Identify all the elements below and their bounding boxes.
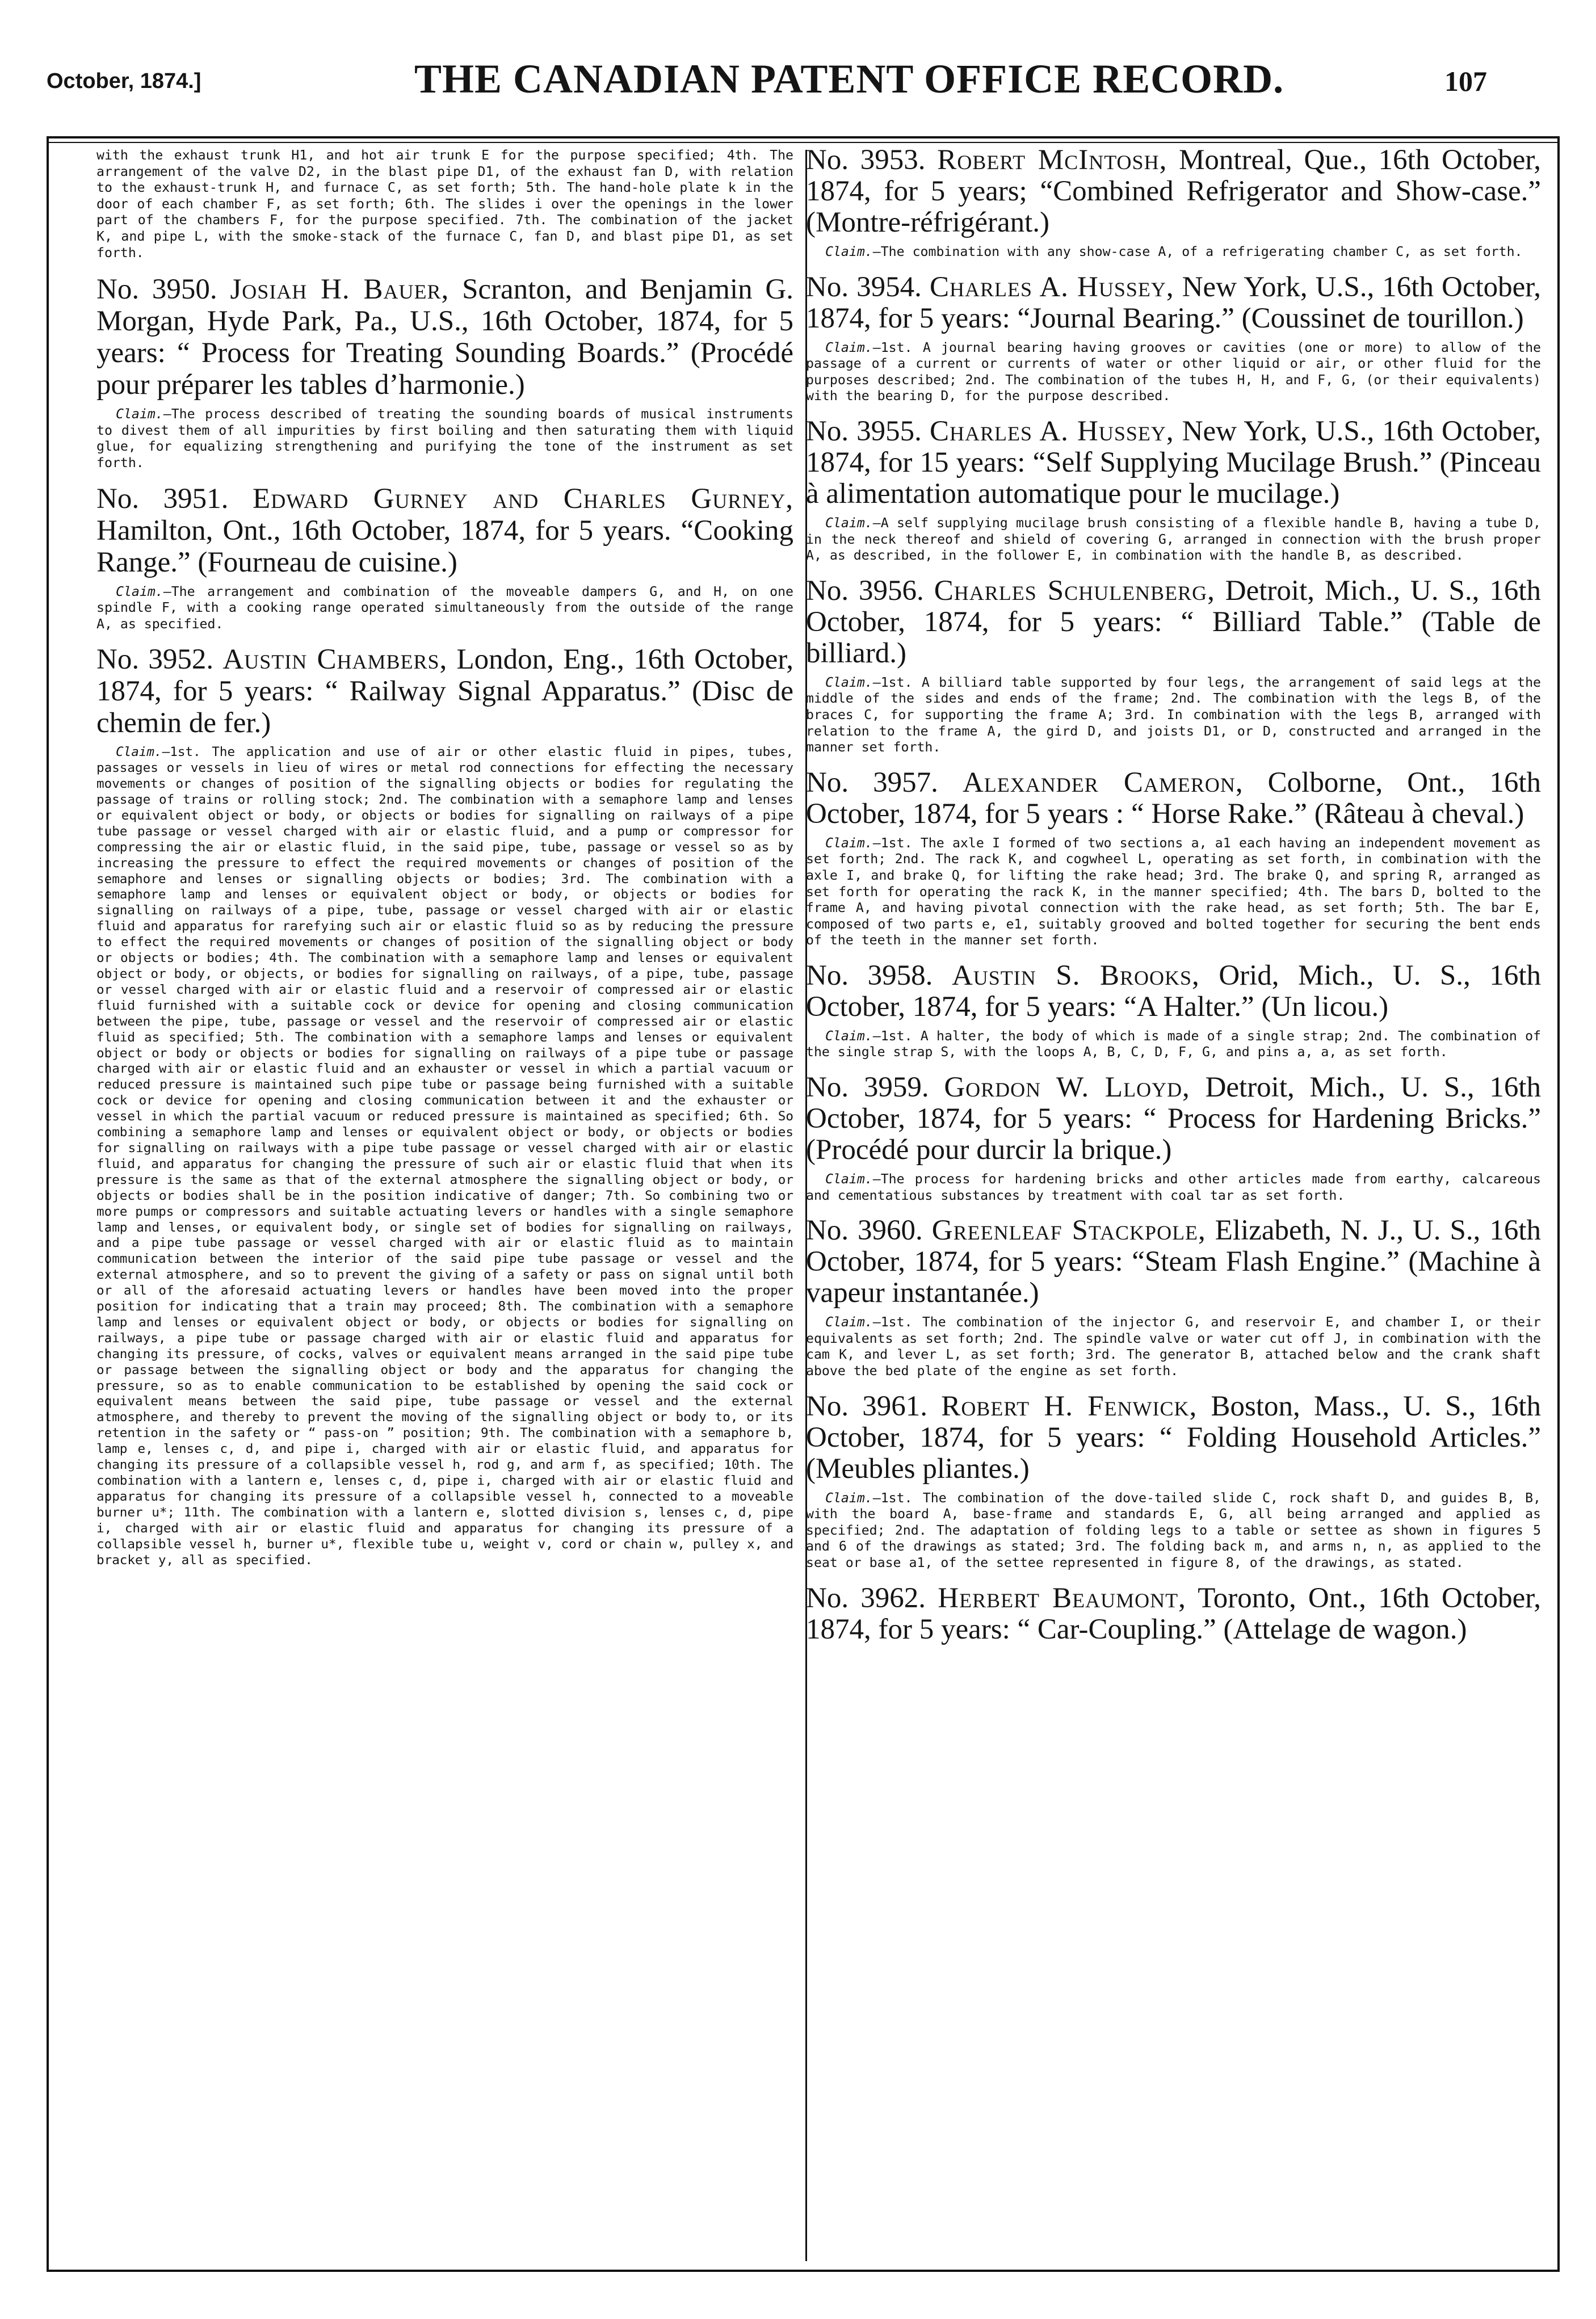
claim-body: —The process for hardening bricks and other articles made from earthy, calcareous and cementatious substances by treatment with coal tar as set forth. bbox=[806, 1171, 1541, 1203]
patent-entry-3953 bbox=[806, 145, 1541, 261]
claim-text bbox=[806, 1490, 1541, 1572]
page-header bbox=[0, 0, 1596, 136]
patent-number: No. 3958. bbox=[806, 959, 933, 992]
claim-label: Claim. bbox=[825, 1314, 873, 1330]
entry-heading bbox=[806, 416, 1541, 510]
claim-label: Claim. bbox=[825, 835, 873, 851]
claim-text bbox=[806, 1028, 1541, 1061]
entry-heading bbox=[96, 274, 793, 401]
patent-entry-3951 bbox=[96, 483, 793, 633]
patent-entry-3957 bbox=[806, 767, 1541, 949]
patent-number: No. 3960. bbox=[806, 1215, 923, 1247]
patent-entry-3950 bbox=[96, 274, 793, 471]
patent-entry-3954 bbox=[806, 272, 1541, 405]
patent-details: Detroit, Mich., U. S., 16th October, 1874, for 5 years: “ Billiard Table.” (Table de billiard.) bbox=[806, 574, 1542, 669]
issue-date: October, 1874.] bbox=[47, 69, 201, 93]
claim-label: Claim. bbox=[825, 1171, 873, 1187]
patent-number: No. 3959. bbox=[806, 1072, 929, 1104]
claim-text bbox=[96, 745, 793, 1568]
claim-text bbox=[96, 584, 793, 633]
inventor-name: Josiah H. Bauer, bbox=[230, 274, 450, 306]
patent-details: Detroit, Mich., U. S., 16th October, 1874, for 5 years: “ Process for Hardening Bricks.” (Procédé pour durcir la brique.) bbox=[806, 1072, 1541, 1166]
patent-entry-3962 bbox=[806, 1583, 1541, 1645]
inventor-name: Charles A. Hussey, bbox=[930, 415, 1174, 447]
patent-entry-3955 bbox=[806, 416, 1541, 564]
entry-heading bbox=[806, 272, 1541, 334]
entry-heading bbox=[96, 483, 793, 578]
inventor-name: Charles Schulenberg, bbox=[934, 574, 1215, 607]
claim-body: —The process described of treating the sounding boards of musical instruments to divest them of all impurities by first boiling and then saturating them with liquid glue, for equalizing strengthening and purifying the tone of the instrument as set forth. bbox=[96, 406, 793, 470]
claim-text bbox=[806, 1314, 1541, 1379]
claim-text bbox=[806, 835, 1541, 949]
entry-heading bbox=[96, 644, 793, 739]
entry-heading bbox=[806, 1215, 1541, 1309]
claim-label: Claim. bbox=[825, 1028, 873, 1044]
entry-heading bbox=[806, 960, 1541, 1023]
claim-label: Claim. bbox=[825, 515, 873, 531]
patent-details: Hamilton, Ont., 16th October, 1874, for 5 years. “Cooking Range.” (Fourneau de cuisine.) bbox=[96, 514, 793, 578]
claim-text bbox=[806, 675, 1541, 756]
claim-body: —1st. A billiard table supported by four legs, the arrangement of said legs at the middle of the sides and ends of the frame; 2nd. The combination with the legs B, of the braces C, for supporting the frame A; 3rd. In combination with the legs B, arranged with relation to the frame A, the gird D, and joists D1, or D, constructed and arranged in the manner set forth. bbox=[806, 674, 1541, 755]
claim-text bbox=[96, 406, 793, 471]
inventor-name: Charles A. Hussey, bbox=[930, 271, 1174, 303]
inventor-name: Gordon W. Lloyd, bbox=[944, 1072, 1190, 1104]
patent-entry-3956 bbox=[806, 575, 1541, 756]
right-column bbox=[806, 145, 1541, 1657]
claim-body: —The combination with any show-case A, of a refrigerating chamber C, as set forth. bbox=[872, 244, 1523, 259]
claim-body: —1st. A journal bearing having grooves or cavities (one or more) to allow of the passage of a current or currents of water or other liquid or air, or other fluid for the purposes described; 2nd. The combination of the tubes H, H, and F, G, (or their equivalents) with the bearing D, for the purpose described. bbox=[806, 339, 1541, 404]
entry-heading bbox=[806, 1583, 1541, 1645]
patent-number: No. 3956. bbox=[806, 574, 924, 607]
patent-number: No. 3952. bbox=[96, 644, 214, 676]
claim-body: —1st. A halter, the body of which is made of a single strap; 2nd. The combination of the single strap S, with the loops A, B, C, D, F, G, and pins a, a, as set forth. bbox=[806, 1028, 1541, 1060]
patent-number: No. 3950. bbox=[96, 274, 217, 306]
patent-details: Elizabeth, N. J., U. S., 16th October, 1874, for 5 years: “Steam Flash Engine.” (Machine à vapeur instantanée.) bbox=[806, 1215, 1541, 1309]
inventor-name: Greenleaf Stackpole, bbox=[931, 1215, 1206, 1247]
claim-text bbox=[806, 1171, 1541, 1204]
claim-body: —The arrangement and combination of the moveable dampers G, and H, on one spindle F, with a cooking range operated simultaneously from the outside of the range A, as specified. bbox=[96, 583, 793, 632]
claim-body: —1st. The axle I formed of two sections a, a1 each having an independent movement as set forth; 2nd. The rack K, and cogwheel L, operating as set forth, in combination with the axle I, and brake Q, for lifting the rake head; 3rd. The brake Q, and spring R, arranged as set forth for operating the rack K, in the manner specified; 4th. The bars D, bolted to the frame A, and having pivotal connection with the rake head, as set forth; 5th. The bar E, composed of two parts e, e1, suitably grooved and bolted together for securing the bent ends of the teeth in the manner set forth. bbox=[806, 835, 1541, 948]
claim-label: Claim. bbox=[825, 339, 873, 355]
patent-number: No. 3953. bbox=[806, 144, 926, 176]
claim-body: —1st. The combination of the injector G, and reservoir E, and chamber I, or their equivalents as set forth; 2nd. The spindle valve or water cut off J, in combination with the cam K, and lever L, as set forth; 3rd. The generator B, attached below and the crank shaft above the bed plate of the engine as set forth. bbox=[806, 1314, 1541, 1379]
patent-entry-3952 bbox=[96, 644, 793, 1568]
inventor-name: Robert McIntosh, bbox=[937, 144, 1167, 176]
patent-number: No. 3961. bbox=[806, 1390, 928, 1422]
claim-label: Claim. bbox=[825, 1490, 873, 1506]
inventor-name: Edward Gurney and Charles Gurney, bbox=[253, 482, 794, 515]
patent-entry-3960 bbox=[806, 1215, 1541, 1379]
claim-text bbox=[806, 244, 1541, 261]
patent-number: No. 3951. bbox=[96, 482, 229, 515]
patent-details: Colborne, Ont., 16th October, 1874, for 5 years : “ Horse Rake.” (Râteau à cheval.) bbox=[806, 766, 1541, 830]
entry-heading bbox=[806, 1072, 1541, 1166]
continued-claim-text: with the exhaust trunk H1, and hot air trunk E for the purpose specified; 4th. The arrangement of the valve D2, in the blast pipe D1, of the exhaust fan D, with relation to the exhaust-trunk H, and furnace C, as set forth; 5th. The hand-hole plate k in the door of each chamber F, as set forth; 6th. The slides i over the openings in the lower part of the chambers F, for the purpose specified. 7th. The combination of the jacket K, and pipe L, with the smoke-stack of the furnace C, fan D, and blast pipe D1, as set forth. bbox=[96, 148, 793, 261]
left-column bbox=[96, 148, 793, 1579]
patent-details: Montreal, Que., 16th October, 1874, for 5 years; “Combined Refrigerator and Show-case.” (Montre-réfrigérant.) bbox=[806, 144, 1542, 238]
patent-details: New York, U.S., 16th October, 1874, for 15 years: “Self Supplying Mucilage Brush.” (Pinceau à alimentation automatique pour le mucilage.) bbox=[806, 415, 1541, 510]
entry-heading bbox=[806, 1391, 1541, 1485]
patent-details: Toronto, Ont., 16th October, 1874, for 5 years: “ Car-Coupling.” (Attelage de wagon.) bbox=[806, 1582, 1541, 1645]
inventor-name: Austin S. Brooks, bbox=[951, 959, 1200, 992]
patent-details: New York, U.S., 16th October, 1874, for 5 years: “Journal Bearing.” (Coussinet de tourillon.) bbox=[806, 271, 1541, 334]
patent-entry-3961 bbox=[806, 1391, 1541, 1572]
claim-text bbox=[806, 340, 1541, 405]
inventor-name: Austin Chambers, bbox=[222, 644, 448, 676]
inventor-name: Herbert Beaumont, bbox=[938, 1582, 1186, 1614]
claim-label: Claim. bbox=[116, 406, 163, 422]
entry-heading bbox=[806, 575, 1541, 669]
claim-label: Claim. bbox=[116, 745, 162, 760]
patent-number: No. 3957. bbox=[806, 766, 938, 799]
patent-number: No. 3954. bbox=[806, 271, 922, 303]
patent-details: London, Eng., 16th October, 1874, for 5 years: “ Railway Signal Apparatus.” (Disc de chemin de fer.) bbox=[96, 644, 793, 740]
publication-title: THE CANADIAN PATENT OFFICE RECORD. bbox=[414, 56, 1284, 102]
patent-number: No. 3955. bbox=[806, 415, 922, 447]
claim-label: Claim. bbox=[116, 583, 163, 599]
claim-text bbox=[806, 515, 1541, 564]
claim-body: —1st. The application and use of air or other elastic fluid in pipes, tubes, passages or vessels in lieu of wires or metal rod connections for effecting the necessary movements or changes of position of the signalling objects or bodies for regulating the passage of trains or rolling stock; 2nd. The combination with a semaphore lamp and lenses or equivalent object or body, or objects or bodies for signalling on railways of a pipe tube passage or vessel charged with air or elastic fluid, and a pump or compressor for compressing the air or elastic fluid, in the said pipe, tube, passage or vessel so as by increasing the pressure to effect the required movements or changes of position of the semaphore and lenses or signalling objects or bodies; 3rd. The combination with a semaphore lamp and lenses or equivalent object or body, or objects or bodies for signalling on railways of a pipe, tube, passage or vessel charged with air or elastic fluid and apparatus for rarefying such air or elastic fluid so as by reducing the pressure to effect the required movements or changes of position of the signalling object or body or objects or bodies; 4th. The combination with a semaphore lamp and lenses or equivalent object or body, or objects, or bodies for signalling on railways, of a pipe, tube, passage or vessel charged with air or elastic fluid and a reservoir of compressed air or elastic fluid furnished with a suitable cock or device for opening and closing communication between the pipe, tube, passage or vessel and the reservoir of compressed air or elastic fluid as specified; 5th. The combination with a semaphore lamps and lenses or equivalent object or body or objects or bodies for signalling on railways of a pipe tube or passage charged with air or elastic fluid and an exhauster or vessel in which a partial vacuum or reduced pressure is maintained such pipe tube or passage being furnished with a suitable cock or device for opening and closing communication between it and the exhauster or vessel in which the partial vacuum or reduced pressure is maintained as specified; 6th. So combining a semaphore lamp and lenses or equivalent object or body, or objects or bodies for signalling on railways with a pipe tube passage or vessel charged with air or elastic fluid, and apparatus for changing the pressure of such air or elastic fluid that when its pressure is the same as that of the external atmosphere the signalling object or body, or objects or bodies shall be in the position indicative of danger; 7th. So combining two or more pumps or compressors and suitable actuating levers or handles with a single semaphore lamp and lenses, or equivalent body, or single set of bodies for signalling on railways, and a pipe tube passage or vessel charged with air or elastic fluid as to maintain communication between the interior of the said pipe tube passage or vessel and the external atmosphere, and so to prevent the giving of a safety or pass on signal until both or all of the aforesaid actuating levers or handles have been moved into the proper position for indicating that a train may proceed; 8th. The combination with a semaphore lamp and lenses or equivalent object or body, or objects or bodies for signalling on railways, a pipe tube or passage charged with air or elastic fluid and apparatus for changing its pressure, of cocks, valves or equivalent means arranged in the said pipe tube or passage between the signalling object or body and the apparatus for changing the pressure, so as to enable communication to be established by opening the said cock or equivalent means between the said pipe, tube passage or vessel and the external atmosphere, and thereby to prevent the moving of the signalling object or body to, or its retention in the safety or “ pass-on ” position; 9th. The combination with a semaphore b, lamp e, lenses c, d, and pipe i, charged with air or elastic fluid, and apparatus for changing its pressure of a collapsible vessel h, rod g, and arm f, as specified; 10th. The combination with a lantern e, lenses c, d, pipe i, charged with air or elastic fluid and apparatus for changing its pressure of a collapsible vessel h, connected to a moveable burner u*; 11th. The combination with a lantern e, slotted division s, lenses c, d, pipe i, charged with air or elastic fluid and apparatus for changing its pressure of a collapsible vessel h, burner u*, flexible tube u, weight v, cord or chain w, pulley x, and bracket y, all as specified. bbox=[96, 745, 793, 1568]
patent-entry-3959 bbox=[806, 1072, 1541, 1204]
patent-entry-3958 bbox=[806, 960, 1541, 1061]
patent-number: No. 3962. bbox=[806, 1582, 926, 1614]
claim-label: Claim. bbox=[825, 244, 873, 259]
inventor-name: Alexander Cameron, bbox=[962, 766, 1244, 799]
inventor-name: Robert H. Fenwick, bbox=[941, 1390, 1198, 1422]
claim-label: Claim. bbox=[825, 674, 873, 690]
patent-details: Scranton, and Benjamin G. Morgan, Hyde Park, Pa., U.S., 16th October, 1874, for 5 years: “ Process for Treating Sounding Boards.” (Procédé pour préparer les tables d’harmonie.) bbox=[96, 274, 794, 401]
entry-heading bbox=[806, 145, 1541, 238]
entry-heading bbox=[806, 767, 1541, 830]
page-number: 107 bbox=[1444, 65, 1487, 97]
claim-body: —A self supplying mucilage brush consisting of a flexible handle B, having a tube D, in the neck thereof and shield of covering G, arranged in connection with the brush proper A, as described, in the follower E, in combination with the handle B, as described. bbox=[806, 515, 1541, 564]
patent-details: Orid, Mich., U. S., 16th October, 1874, for 5 years: “A Halter.” (Un licou.) bbox=[806, 959, 1541, 1023]
patent-details: Boston, Mass., U. S., 16th October, 1874, for 5 years: “ Folding Household Articles.” (Meubles pliantes.) bbox=[806, 1390, 1542, 1485]
claim-body: —1st. The combination of the dove-tailed slide C, rock shaft D, and guides B, B, with the board A, base-frame and standards E, G, all being arranged and applied as specified; 2nd. The adaptation of folding legs to a table or settee as shown in figures 5 and 6 of the drawings as stated; 3rd. The folding back m, and arms n, n, as applied to the seat or base a1, of the settee represented in figure 8, of the drawings, as stated. bbox=[806, 1490, 1541, 1570]
